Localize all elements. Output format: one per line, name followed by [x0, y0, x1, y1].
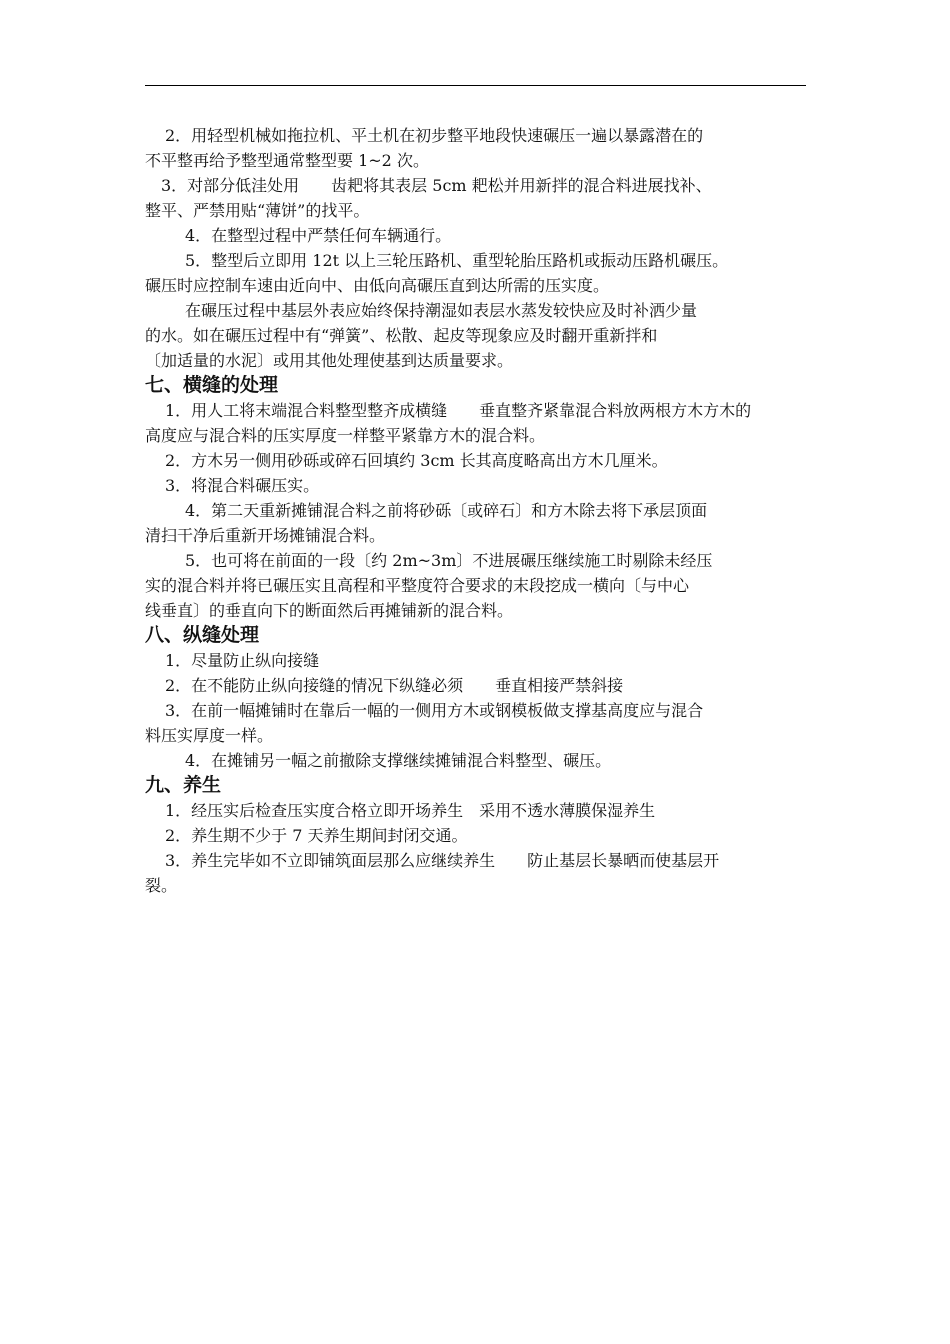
- paragraph-line: 2．方木另一侧用砂砾或碎石回填约 3cm 长其高度略高出方木几厘米。: [165, 451, 668, 470]
- paragraph-line: 整平、严禁用贴“薄饼”的找平。: [145, 201, 370, 220]
- paragraph-line: 5．整型后立即用 12t 以上三轮压路机、重型轮胎压路机或振动压路机碾压。: [185, 251, 729, 270]
- paragraph-line: 1．经压实后检查压实度合格立即开场养生 采用不透水薄膜保湿养生: [165, 801, 656, 820]
- paragraph-line: 〔加适量的水泥〕或用其他处理使基到达质量要求。: [145, 351, 514, 370]
- paragraph-line: 2．在不能防止纵向接缝的情况下纵缝必须 垂直相接严禁斜接: [165, 676, 624, 695]
- paragraph-line: 高度应与混合料的压实厚度一样整平紧靠方木的混合料。: [145, 426, 546, 445]
- paragraph-line: 碾压时应控制车速由近向中、由低向高碾压直到达所需的压实度。: [145, 276, 610, 295]
- header-rule: [145, 85, 806, 86]
- paragraph-line: 实的混合料并将已碾压实且高程和平整度符合要求的末段挖成一横向〔与中心: [145, 576, 690, 595]
- paragraph-line: 1．用人工将末端混合料整型整齐成横缝 垂直整齐紧靠混合料放两根方木方木的: [165, 401, 752, 420]
- paragraph-line: 的水。如在碾压过程中有“弹簧”、松散、起皮等现象应及时翻开重新拌和: [145, 326, 658, 345]
- section-heading-curing: 九、养生: [145, 774, 222, 796]
- paragraph-line: 2．养生期不少于 7 天养生期间封闭交通。: [165, 826, 468, 845]
- paragraph-line: 在碾压过程中基层外表应始终保持潮湿如表层水蒸发较快应及时补洒少量: [185, 301, 698, 320]
- paragraph-line: 5．也可将在前面的一段〔约 2m~3m〕不进展碾压继续施工时剔除未经压: [185, 551, 713, 570]
- paragraph-line: 3．在前一幅摊铺时在靠后一幅的一侧用方木或钢模板做支撑基高度应与混合: [165, 701, 704, 720]
- paragraph-line: 4．第二天重新摊铺混合料之前将砂砾〔或碎石〕和方木除去将下承层顶面: [185, 501, 708, 520]
- paragraph-line: 3．对部分低洼处用 齿耙将其表层 5cm 耙松并用新拌的混合料进展找补、: [161, 176, 712, 195]
- paragraph-line: 裂。: [145, 876, 178, 895]
- paragraph-line: 线垂直〕的垂直向下的断面然后再摊铺新的混合料。: [145, 601, 514, 620]
- paragraph-line: 料压实厚度一样。: [145, 726, 274, 745]
- paragraph-line: 4．在摊铺另一幅之前撤除支撑继续摊铺混合料整型、碾压。: [185, 751, 612, 770]
- section-heading-transverse-joint: 七、横缝的处理: [145, 374, 279, 396]
- paragraph-line: 不平整再给予整型通常整型要 1~2 次。: [145, 151, 429, 170]
- paragraph-line: 2．用轻型机械如拖拉机、平土机在初步整平地段快速碾压一遍以暴露潜在的: [165, 126, 704, 145]
- document-body: [145, 123, 813, 898]
- paragraph-line: 清扫干净后重新开场摊铺混合料。: [145, 526, 386, 545]
- paragraph-line: 3．养生完毕如不立即铺筑面层那么应继续养生 防止基层长暴晒而使基层开: [165, 851, 720, 870]
- paragraph-line: 4．在整型过程中严禁任何车辆通行。: [185, 226, 452, 245]
- paragraph-line: 3．将混合料碾压实。: [165, 476, 320, 495]
- section-heading-longitudinal-joint: 八、纵缝处理: [145, 624, 260, 646]
- paragraph-line: 1．尽量防止纵向接缝: [165, 651, 320, 670]
